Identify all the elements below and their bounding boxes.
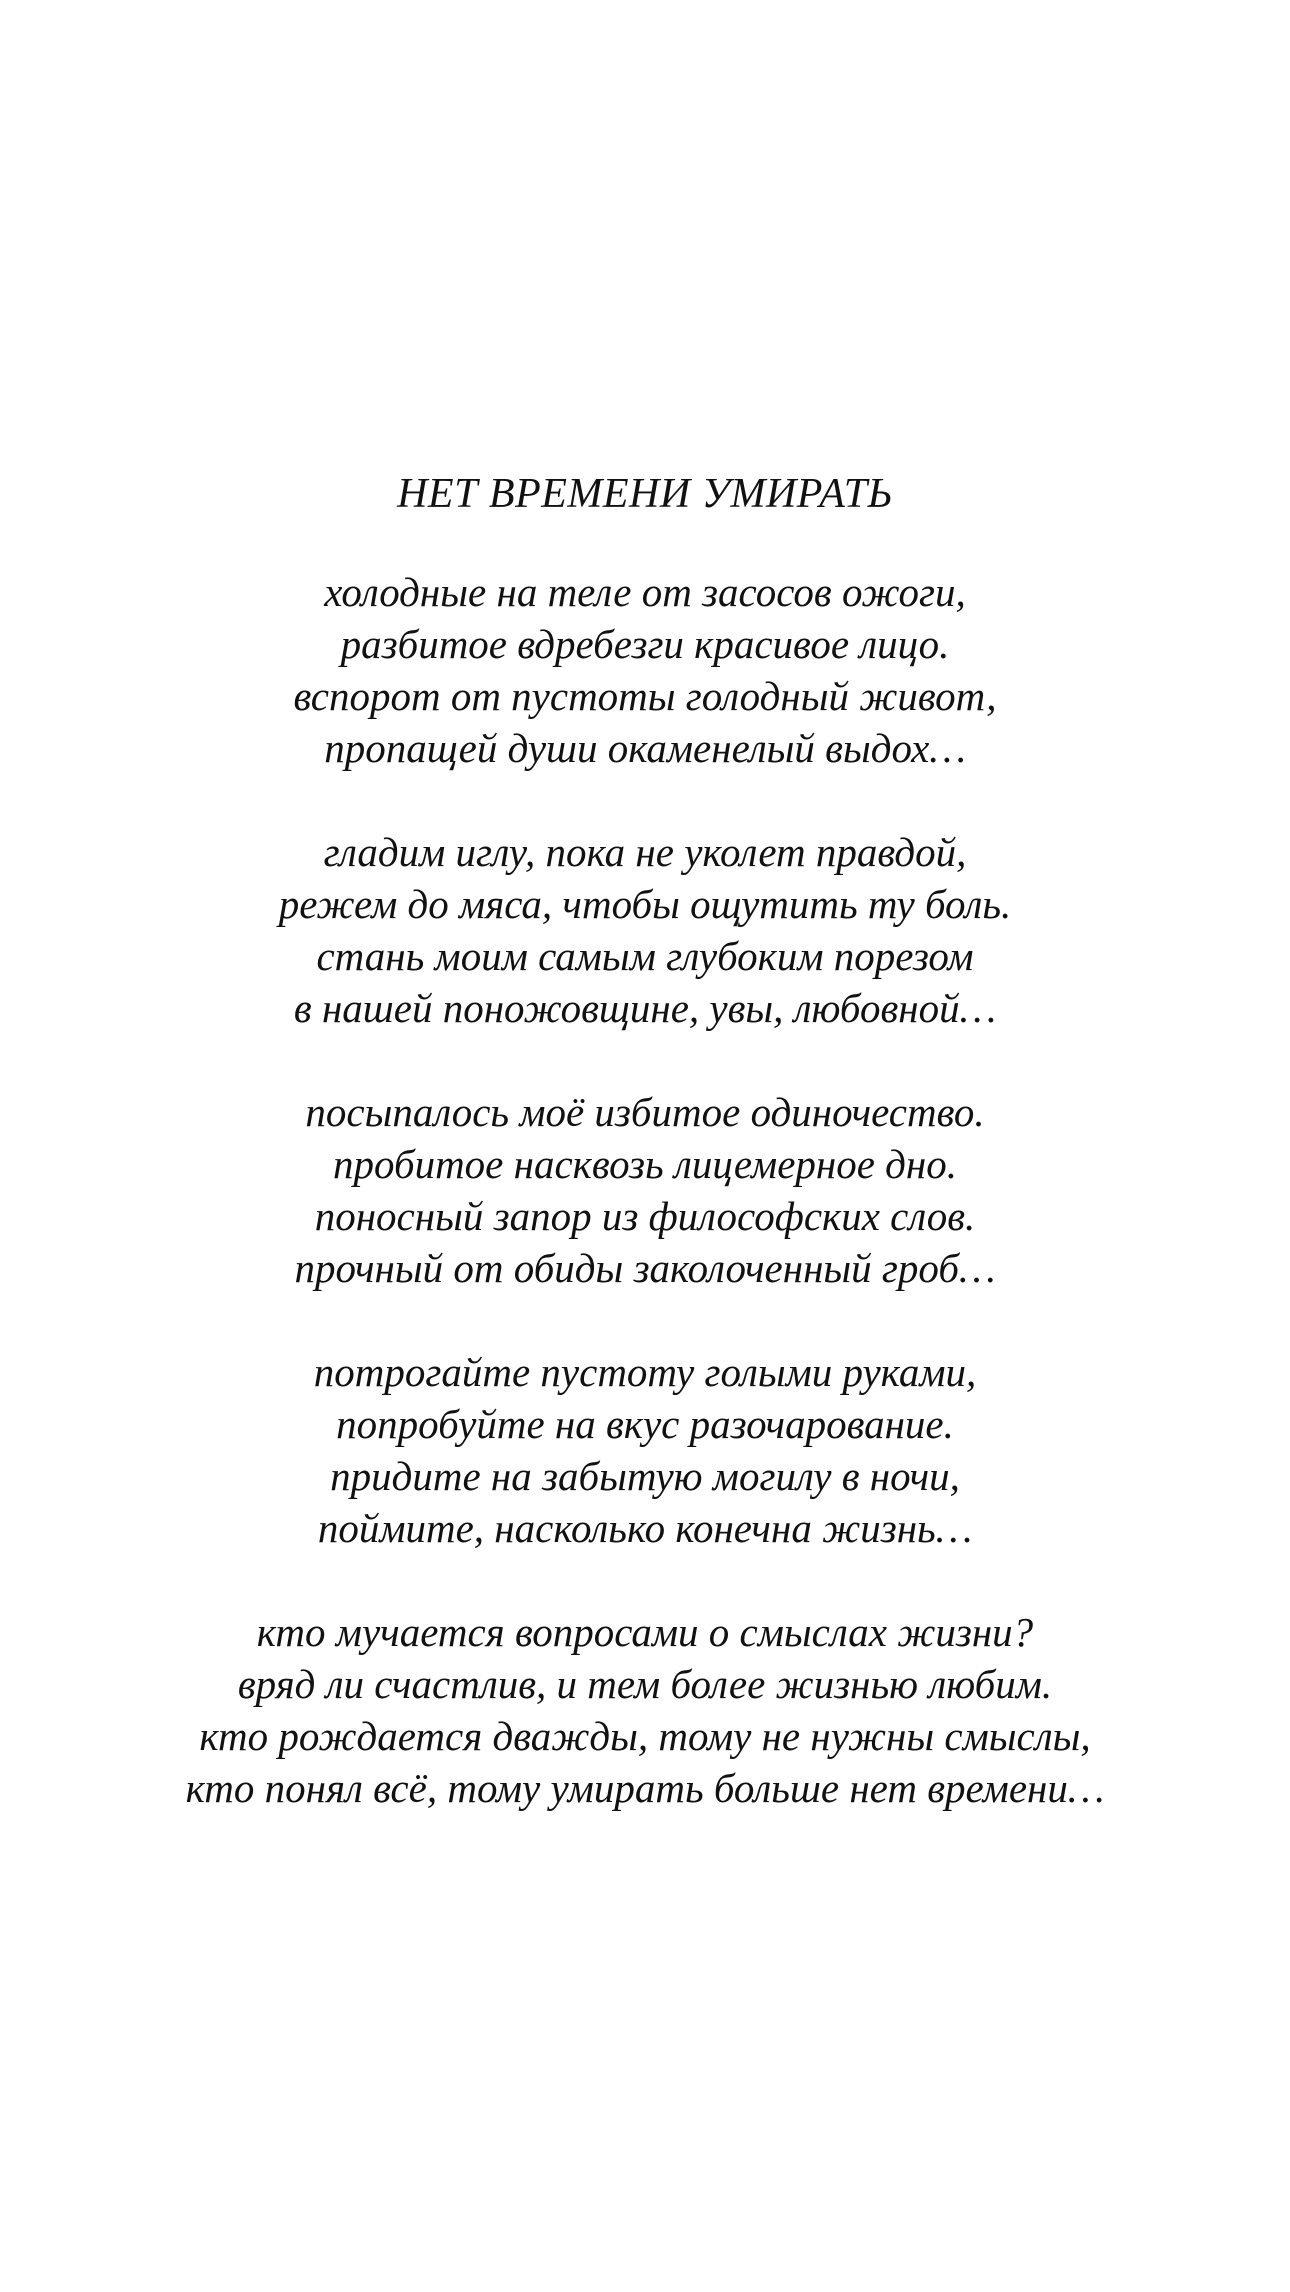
verse-line: пропащей души окаменелый выдох… <box>324 725 966 771</box>
verse-line: вспорот от пустоты голодный живот, <box>293 673 997 719</box>
verse-line: разбитое вдребезги красивое лицо. <box>340 621 950 667</box>
verse-line: кто рождается дважды, тому не нужны смыслы, <box>199 1713 1091 1759</box>
verse-line: гладим иглу, пока не уколет правдой, <box>323 829 967 875</box>
verse-line: режем до мяса, чтобы ощутить ту боль. <box>278 881 1012 927</box>
poem <box>0 468 1290 1814</box>
verse-line: придите на забытую могилу в ночи, <box>330 1453 960 1499</box>
verse-line: в нашей поножовщине, увы, любовной… <box>293 985 997 1031</box>
verse-line: прочный от обиды заколоченный гроб… <box>294 1245 996 1291</box>
stanza-1 <box>0 566 1290 774</box>
stanza-5 <box>0 1606 1290 1814</box>
verse-line: попробуйте на вкус разочарование. <box>336 1401 954 1447</box>
verse-line: холодные на теле от засосов ожоги, <box>324 569 966 615</box>
verse-line: поносный запор из философских слов. <box>314 1193 976 1239</box>
verse-line: пробитое насквозь лицемерное дно. <box>332 1141 958 1187</box>
stanza-4 <box>0 1346 1290 1554</box>
verse-line: посыпалось моё избитое одиночество. <box>305 1089 985 1135</box>
poem-title: НЕТ ВРЕМЕНИ УМИРАТЬ <box>397 471 893 517</box>
stanza-3 <box>0 1086 1290 1294</box>
verse-line: потрогайте пустоту голыми руками, <box>313 1349 977 1395</box>
verse-line: стань моим самым глубоким порезом <box>316 933 974 979</box>
verse-line: кто мучается вопросами о смыслах жизни? <box>256 1609 1034 1655</box>
verse-line: вряд ли счастлив, и тем более жизнью любим. <box>237 1661 1053 1707</box>
verse-line: поймите, насколько конечна жизнь… <box>317 1505 973 1551</box>
verse-line: кто понял всё, тому умирать больше нет времени… <box>185 1765 1105 1811</box>
stanza-2 <box>0 826 1290 1034</box>
